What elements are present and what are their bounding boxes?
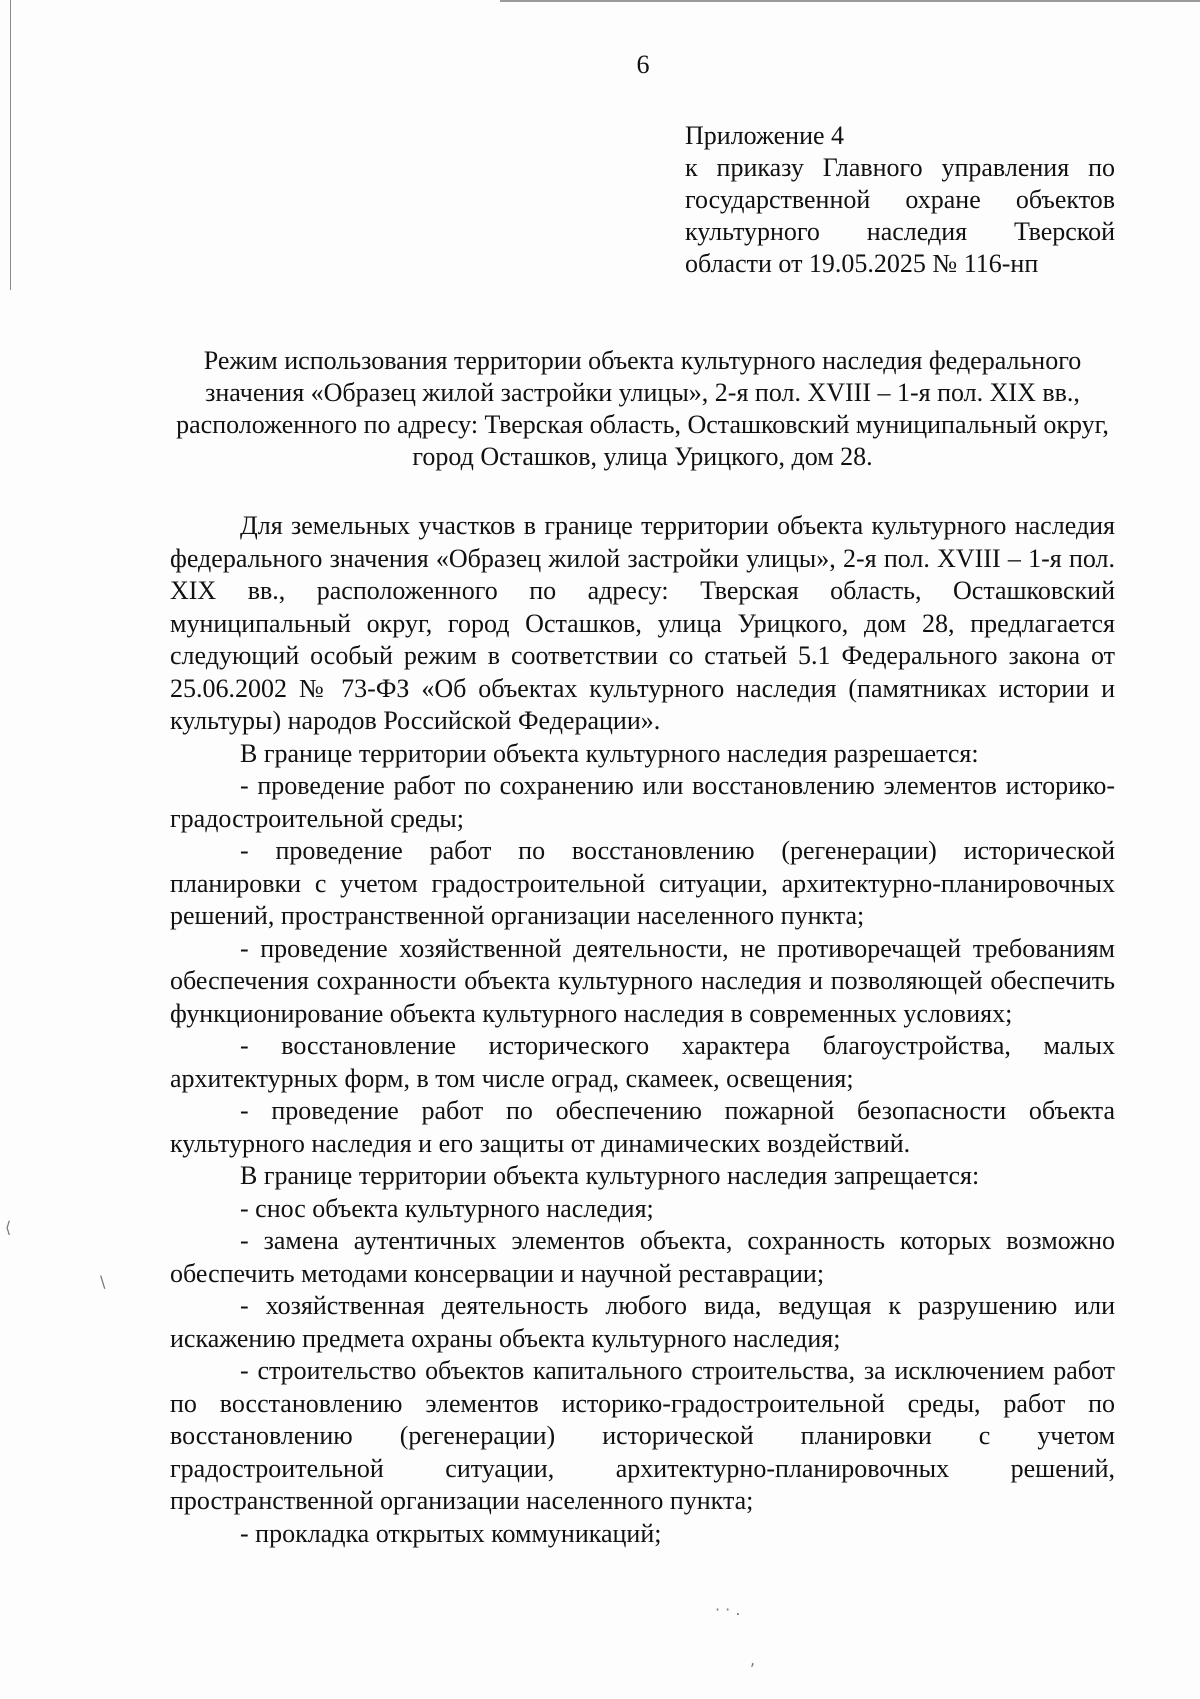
- scan-speck: ⟨: [5, 1218, 12, 1237]
- forbidden-item: - прокладка открытых коммуникаций;: [240, 1518, 662, 1548]
- allowed-heading: В границе территории объекта культурного наследия разрешается:: [240, 738, 979, 768]
- scan-border-top: [500, 0, 1200, 2]
- appendix-line: к приказу Главного управления по: [685, 153, 1115, 182]
- forbidden-item: - строительство объектов капитального строительства, за исключением работ по восстановлению элементов историко-градостроительной среды, работ по восстановлению (регенерации) исторической планировки с учетом градостроительной ситуации, архитектурно-планировочных решений, пространственной организации населенного пункта;: [170, 1356, 1115, 1515]
- appendix-line: культурного наследия Тверской: [685, 217, 1115, 246]
- forbidden-item: - снос объекта культурного наследия;: [240, 1193, 654, 1223]
- scan-speck: ,: [750, 1650, 756, 1669]
- appendix-line: государственной охране объектов: [685, 185, 1115, 214]
- forbidden-item: - замена аутентичных элементов объекта, сохранность которых возможно обеспечить методами консервации и научной реставрации;: [170, 1226, 1115, 1288]
- appendix-line: области от 19.05.2025 № 116-нп: [685, 249, 1039, 278]
- scan-speck: \: [100, 1272, 106, 1291]
- intro-paragraph: Для земельных участков в границе территории объекта культурного наследия федерального значения «Образец жилой застройки улицы», 2-я пол. XVIII – 1-я пол. XIX вв., расположенного по адресу: Тверская область, Осташковский муниципальный округ, город Осташков, улица Урицкого, дом 28, предлагается следующий особый режим в соответствии со статьей 5.1 Федерального закона от 25.06.2002 № 73-ФЗ «Об объектах культурного наследия (памятниках истории и культуры) народов Российской Федерации».: [170, 511, 1115, 735]
- document-body: [170, 510, 1115, 1550]
- allowed-item: - восстановление исторического характера благоустройства, малых архитектурных форм, в том числе оград, скамеек, освещения;: [170, 1031, 1115, 1093]
- scan-speck: · · .: [715, 1600, 741, 1619]
- scan-border-left: [10, 0, 11, 290]
- allowed-item: - проведение работ по восстановлению (регенерации) исторической планировки с учетом градостроительной ситуации, архитектурно-планировочных решений, пространственной организации населенного пункта;: [170, 836, 1115, 930]
- page-number: 6: [636, 50, 650, 79]
- allowed-item: - проведение работ по обеспечению пожарной безопасности объекта культурного наследия и его защиты от динамических воздействий.: [170, 1096, 1115, 1158]
- appendix-block: [685, 120, 1115, 280]
- document-title: Режим использования территории объекта культурного наследия федерального значения «Образец жилой застройки улицы», 2-я пол. XVIII – 1-я пол. XIX вв., расположенного по адресу: Тверская область, Осташковский муниципальный округ, город Осташков, улица Урицкого, дом 28.: [176, 346, 1109, 471]
- appendix-line: Приложение 4: [685, 121, 845, 150]
- forbidden-item: - хозяйственная деятельность любого вида, ведущая к разрушению или искажению предмета охраны объекта культурного наследия;: [170, 1291, 1115, 1353]
- allowed-item: - проведение хозяйственной деятельности, не противоречащей требованиям обеспечения сохранности объекта культурного наследия и позволяющей обеспечить функционирование объекта культурного наследия в современных условиях;: [170, 933, 1115, 1028]
- forbidden-heading: В границе территории объекта культурного наследия запрещается:: [240, 1161, 980, 1190]
- allowed-item: - проведение работ по сохранению или восстановлению элементов историко-градостроительной среды;: [170, 771, 1115, 833]
